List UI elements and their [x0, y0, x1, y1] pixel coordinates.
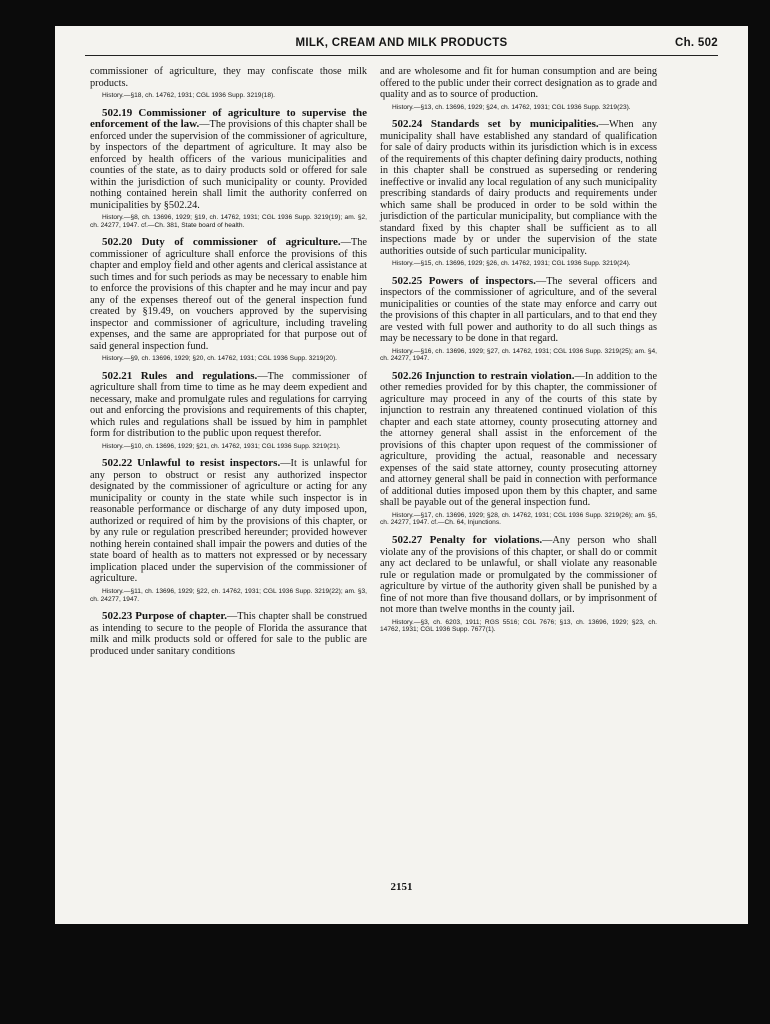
- section-number: 502.24: [392, 118, 423, 131]
- section-number: 502.23: [102, 610, 133, 623]
- statute-page: [55, 26, 748, 924]
- history-note: History.—§8, ch. 13696, 1929; §19, ch. 14762, 1931; CGL 1936 Supp. 3219(19); am. §2, ch. 24277, 1947. cf.—Ch. 381, State board of health.: [90, 214, 367, 229]
- history-note: History.—§17, ch. 13696, 1929; §28, ch. 14762, 1931; CGL 1936 Supp. 3219(26); am. §5, ch. 24277, 1947. cf.—Ch. 64, Injunctions.: [380, 511, 657, 527]
- running-header: [85, 37, 718, 53]
- history-note: History.—§18, ch. 14762, 1931; CGL 1936 Supp. 3219(18).: [102, 92, 276, 99]
- section-number: 502.22: [102, 457, 133, 470]
- continued-text: and are wholesome and fit for human consumption and are being offered to the public under their correct designation as to grade and quality and as to source of production.: [380, 66, 657, 100]
- section-body: —The commissioner of agriculture shall from time to time as he may deem expedient and necessary, make and promulgate rules and regulations for carrying out and enforcing the provisions and requirements of this chapter, which rules and regulations shall be issued by him in pamphlet form for distribution to the public upon request therefor.: [90, 370, 368, 440]
- history-note: History.—§3, ch. 6203, 1911; RGS 5516; CGL 7676; §13, ch. 13696, 1929; §23, ch. 14762, 1931; CGL 1936 Supp. 7677(1).: [380, 618, 657, 634]
- section-502-26: [380, 371, 657, 509]
- section-body: —The provisions of this chapter shall be enforced under the supervision of the commissioner of agriculture, by inspectors of the department of agriculture. It may also be enforced by health officers of the various municipalities and counties of the state, as to dairy products sold or offered for sale within the jurisdiction of such municipality or county. Provided nothing contained herein shall limit the authority conferred on municipalities by §502.24.: [90, 119, 367, 211]
- section-heading: Injunction to restrain violation.: [425, 369, 575, 382]
- history-note: History.—§15, ch. 13696, 1929; §26, ch. 14762, 1931; CGL 1936 Supp. 3219(24).: [392, 260, 631, 268]
- section-body: —The several officers and inspectors of the commissioner of agriculture, and of the several municipalities or counties of the state may enforce and carry out the provisions of this chapter in all particulars, and to that end they are vested with full power and authority to do all such things as may be necessary to be done in that regard.: [380, 275, 657, 345]
- page-number: 2151: [390, 881, 413, 893]
- section-502-19: [90, 108, 367, 212]
- header-title: MILK, CREAM AND MILK PRODUCTS: [295, 37, 508, 49]
- section-502-25: [380, 276, 657, 345]
- section-502-23: [90, 611, 367, 657]
- section-body: —This chapter shall be construed as intending to secure to the people of Florida the assurance that milk and milk products sold or offered for sale to the public are produced under sanitary conditions: [90, 611, 368, 657]
- history-note: History.—§10, ch. 13696, 1929; §21, ch. 14762, 1931; CGL 1936 Supp. 3219(21).: [102, 442, 341, 450]
- section-number: 502.27: [392, 534, 423, 547]
- section-number: 502.19: [102, 106, 133, 119]
- section-number: 502.20: [102, 236, 133, 249]
- section-heading: Penalty for violations.: [429, 534, 543, 547]
- continued-text: commissioner of agriculture, they may confiscate those milk products.: [90, 66, 367, 89]
- section-body: —In addition to the other remedies provided for by this chapter, the commissioner of agriculture may proceed in any of the courts of this state by injunction to restrain any threatened continued violation of this chapter and each state attorney, county prosecuting attorney and the attorney general shall assist in the enforcement of the provisions of this chapter upon request of the commissioner of agriculture, providing the actual, reasonable and necessary expenses of the said state attorney, county prosecuting attorney and attorney general shall be paid in connection with performance of additional duties imposed upon them by this chapter, and same shall be payable out of the general inspection fund.: [380, 370, 658, 509]
- history-note: History.—§9, ch. 13696, 1929; §20, ch. 14762, 1931; CGL 1936 Supp. 3219(20).: [102, 355, 337, 363]
- section-heading: Purpose of chapter.: [135, 610, 227, 623]
- section-heading: Unlawful to resist inspectors.: [137, 457, 281, 470]
- section-502-21: [90, 371, 367, 440]
- section-heading: Rules and regulations.: [140, 369, 258, 382]
- header-rule: [85, 55, 718, 56]
- section-heading: Commissioner of agriculture to supervise the enforcement of the law.: [90, 106, 367, 131]
- section-502-27: [380, 535, 657, 616]
- history-note: History.—§11, ch. 13696, 1929; §22, ch. 14762, 1931; CGL 1936 Supp. 3219(22); am. §3, ch. 24277, 1947.: [90, 587, 367, 603]
- section-body: —When any municipality shall have established any standard of qualification for sale of dairy products within its jurisdiction which is in excess of the requirements of this chapter defining dairy products, nothing in this chapter shall be construed as superseding or rendering ineffective or invalid any local regulation of any such municipality prescribing standards of dairy products and requirements under which same shall be produced in order to be sold within the jurisdiction of the particular municipality, but compliance with the standard fixed by this chapter shall be sufficient as to all inspections made by or under the supervision of the state authorities outside of such particular municipality.: [380, 119, 657, 257]
- section-number: 502.21: [102, 369, 133, 382]
- section-heading: Powers of inspectors.: [428, 274, 536, 287]
- section-number: 502.25: [392, 274, 423, 287]
- right-column: [380, 66, 657, 642]
- chapter-number: Ch. 502: [674, 37, 718, 49]
- section-body: —The commissioner of agriculture shall enforce the provisions of this chapter and employ field and other agents and clerical assistance at such times and for such periods as may be necessary to enable him to enforce the provisions of this chapter and he may incur and pay any of the expenses thereof out of the general inspection fund created by §19.49, on vouchers approved by the supervising inspector and commissioner of agriculture, including traveling expenses, and the same are appropriated for that purpose out of said general inspection fund.: [90, 237, 367, 352]
- history-note: History.—§13, ch. 13696, 1929; §24, ch. 14762, 1931; CGL 1936 Supp. 3219(23).: [392, 103, 631, 111]
- section-body: —It is unlawful for any person to obstruct or resist any authorized inspector designated by the commissioner of agriculture or acting for any municipality or county in the state while such inspector is in reasonable performance or discharge of any duty imposed upon, authorized or required of him by the provisions of this chapter, or by any rule or regulation prescribed hereunder; provided however nothing herein contained shall impair the powers and duties of the state board of health as to matters not expressed or by necessary implication placed under the supervision of the commissioner of agriculture.: [90, 458, 367, 585]
- section-502-20: [90, 237, 367, 352]
- section-number: 502.26: [392, 369, 423, 382]
- section-heading: Standards set by municipalities.: [430, 118, 599, 131]
- history-note: History.—§16, ch. 13696, 1929; §27, ch. 14762, 1931; CGL 1936 Supp. 3219(25); am. §4, ch. 24277, 1947.: [380, 347, 657, 363]
- left-column: [90, 66, 367, 657]
- section-502-22: [90, 458, 367, 585]
- section-body: —Any person who shall violate any of the provisions of this chapter, or shall do or commit any act declared to be unlawful, or shall violate any reasonable rule or regulation made or promulgated by the commissioner of agriculture by virtue of the authority given shall be punished by a fine of not more than five thousand dollars, or by imprisonment of not more than twelve months in the county jail.: [380, 535, 658, 616]
- section-heading: Duty of commissioner of agriculture.: [141, 236, 341, 249]
- section-502-24: [380, 119, 657, 257]
